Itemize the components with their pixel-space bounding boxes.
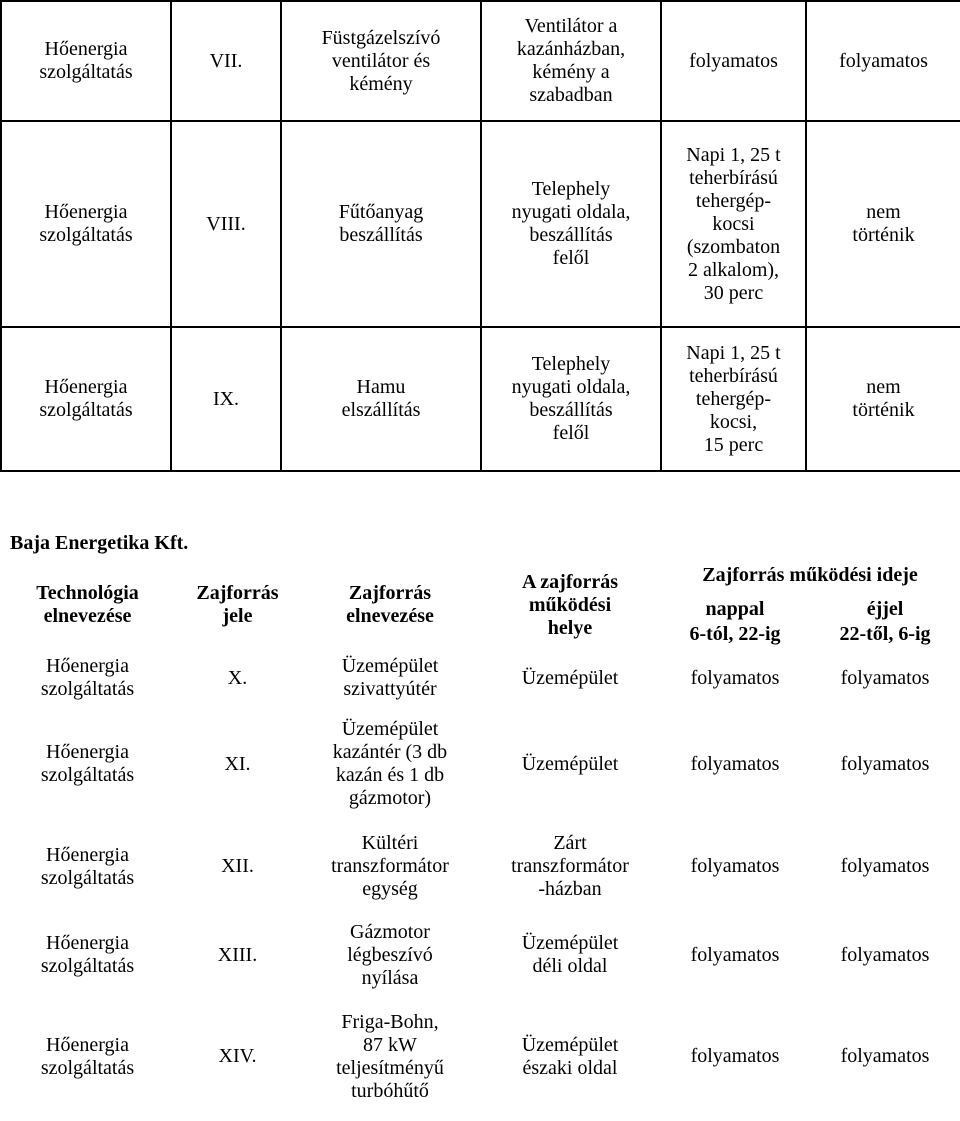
source-code-cell: IX. — [171, 327, 281, 471]
header-operating-time: Zajforrás működési ideje — [702, 563, 918, 586]
header-day: nappal 6-tól, 22-ig — [689, 598, 781, 645]
source-name-cell: Hamu elszállítás — [281, 327, 481, 471]
source-code-cell: XI. — [224, 752, 251, 775]
night-operation-cell: folyamatos — [806, 1, 960, 121]
table-row — [0, 999, 960, 1114]
table-row — [1, 327, 960, 471]
noise-source-table — [0, 560, 960, 1114]
night-operation-cell: nem történik — [806, 327, 960, 471]
source-code-cell: XIII. — [217, 943, 258, 966]
technology-cell: Hőenergia szolgáltatás — [1, 1, 171, 121]
location-cell: Üzemépület déli oldal — [521, 932, 619, 977]
table-row — [0, 822, 960, 911]
source-name-cell: Üzemépület szivattyútér — [341, 655, 439, 700]
source-code-cell: VIII. — [171, 121, 281, 327]
location-cell: Üzemépület északi oldal — [521, 1033, 619, 1079]
company-title: Baja Energetika Kft. — [10, 532, 189, 554]
day-operation-cell: Napi 1, 25 t teherbírású tehergép- kocsi, 15 perc — [661, 327, 806, 471]
noise-source-table-continued — [0, 0, 960, 472]
day-operation-cell: folyamatos — [690, 752, 780, 775]
source-code-cell: XIV. — [218, 1045, 257, 1067]
source-code-cell: XII. — [221, 855, 254, 877]
header-source-name: Zajforrás elnevezése — [346, 582, 434, 627]
source-code-cell: X. — [227, 666, 248, 689]
night-operation-cell: folyamatos — [840, 752, 930, 775]
table-row — [0, 650, 960, 706]
header-night: éjjel 22-től, 6-ig — [839, 598, 931, 645]
night-operation-cell: folyamatos — [840, 666, 930, 689]
night-operation-cell: folyamatos — [840, 1045, 930, 1067]
night-operation-cell: folyamatos — [840, 855, 930, 877]
location-cell: Ventilátor a kazánházban, kémény a szabadban — [481, 1, 661, 121]
technology-cell: Hőenergia szolgáltatás — [40, 932, 135, 977]
source-name-cell: Friga-Bohn, 87 kW teljesítményű turbóhűtő — [336, 1010, 444, 1102]
source-name-cell: Gázmotor légbeszívó nyílása — [347, 920, 433, 989]
technology-cell: Hőenergia szolgáltatás — [1, 121, 171, 327]
night-operation-cell: folyamatos — [840, 943, 930, 966]
location-cell: Telephely nyugati oldala, beszállítás felől — [481, 121, 661, 327]
technology-cell: Hőenergia szolgáltatás — [40, 843, 135, 889]
technology-cell: Hőenergia szolgáltatás — [40, 655, 135, 700]
header-source-code: Zajforrás jele — [196, 582, 279, 627]
source-name-cell: Fűtőanyag beszállítás — [281, 121, 481, 327]
source-name-cell: Üzemépület kazántér (3 db kazán és 1 db gázmotor) — [332, 718, 448, 809]
technology-cell: Hőenergia szolgáltatás — [40, 1033, 135, 1079]
source-name-cell: Kültéri transzformátor egység — [331, 832, 449, 900]
source-code-cell: VII. — [171, 1, 281, 121]
header-technology: Technológia elnevezése — [36, 582, 139, 627]
source-name-cell: Füstgázelszívó ventilátor és kémény — [281, 1, 481, 121]
location-cell: Telephely nyugati oldala, beszállítás felől — [481, 327, 661, 471]
location-cell: Üzemépület — [521, 666, 619, 689]
day-operation-cell: folyamatos — [661, 1, 806, 121]
day-operation-cell: folyamatos — [690, 943, 780, 966]
day-operation-cell: Napi 1, 25 t teherbírású tehergép- kocsi (szombaton 2 alkalom), 30 perc — [661, 121, 806, 327]
header-location: A zajforrás működési helye — [521, 570, 619, 639]
technology-cell: Hőenergia szolgáltatás — [40, 741, 135, 786]
day-operation-cell: folyamatos — [690, 666, 780, 689]
location-cell: Üzemépület — [521, 752, 619, 775]
table-row — [1, 1, 960, 121]
location-cell: Zárt transzformátor -házban — [511, 832, 629, 900]
night-operation-cell: nem történik — [806, 121, 960, 327]
technology-cell: Hőenergia szolgáltatás — [1, 327, 171, 471]
table-row — [0, 911, 960, 999]
day-operation-cell: folyamatos — [690, 1045, 780, 1067]
table-row — [0, 706, 960, 822]
day-operation-cell: folyamatos — [690, 855, 780, 877]
table-row — [1, 121, 960, 327]
table-header-row — [0, 560, 960, 590]
